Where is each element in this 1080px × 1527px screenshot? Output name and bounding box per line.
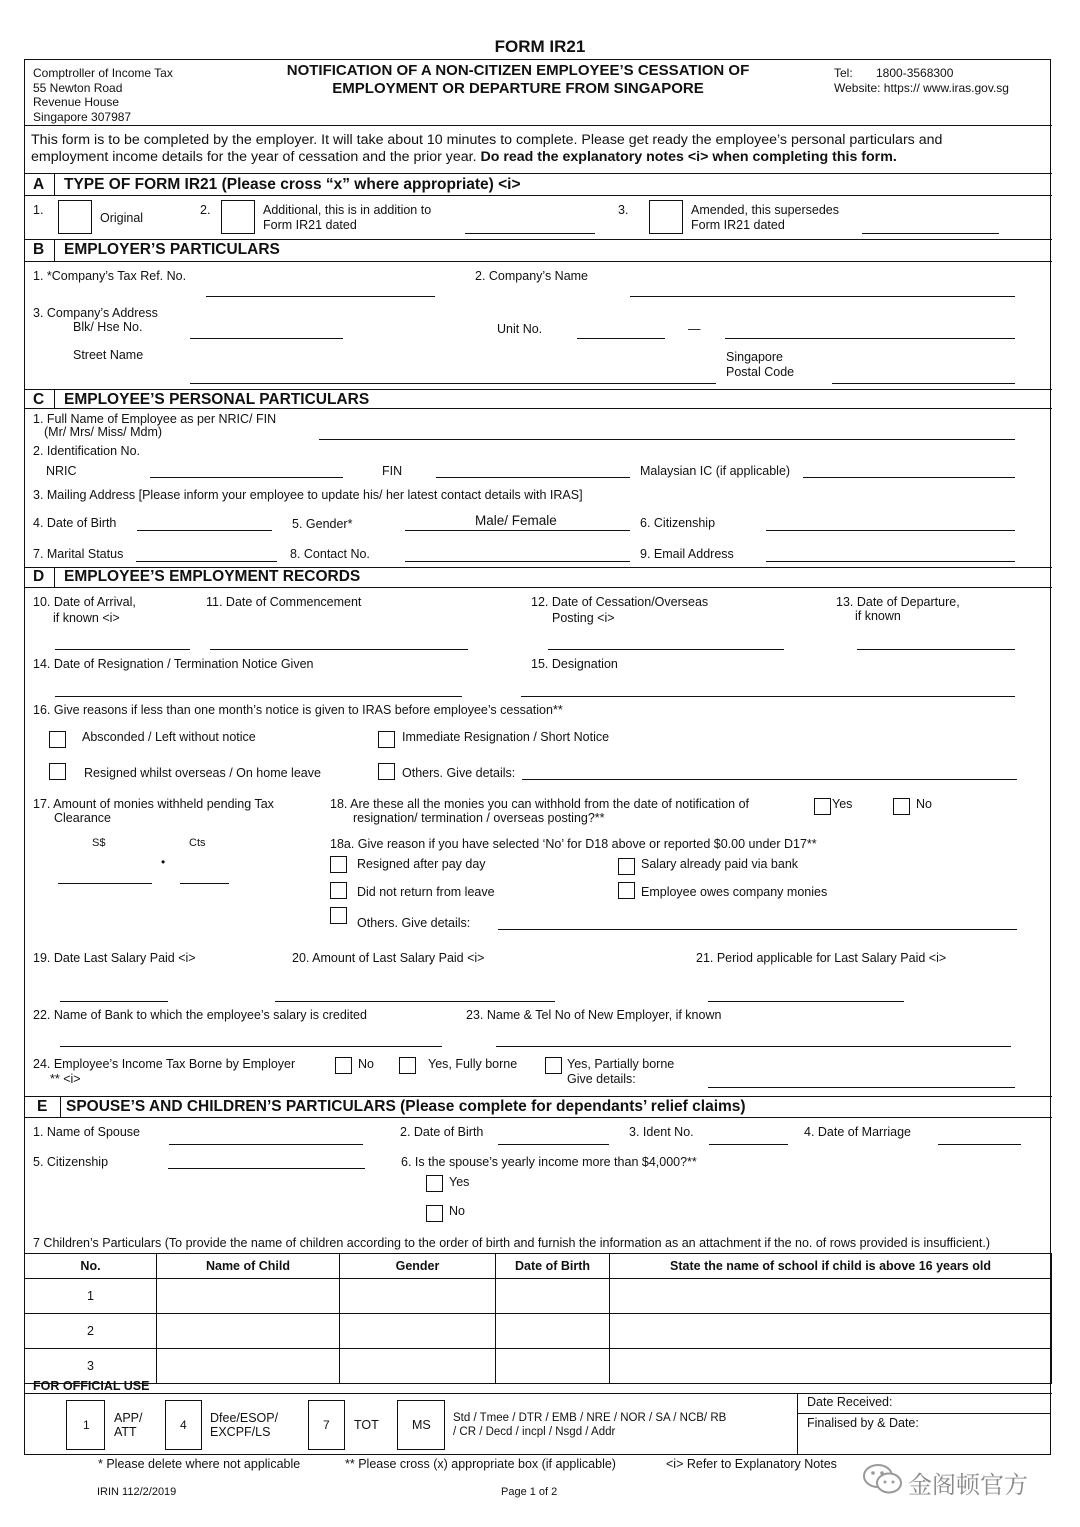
- immediate-resignation-checkbox[interactable]: [378, 731, 395, 748]
- decimal-point: •: [161, 855, 166, 869]
- column-header: State the name of school if child is above 16 years old: [610, 1254, 1052, 1279]
- did-not-return-label: Did not return from leave: [357, 885, 495, 899]
- unit-field-2[interactable]: [725, 338, 1015, 339]
- divider: [54, 389, 55, 408]
- resignation-field[interactable]: [55, 696, 462, 697]
- official-box-1-label: APP/: [114, 1411, 143, 1425]
- gender-label: 5. Gender*: [292, 517, 353, 531]
- form-heading: [240, 62, 796, 98]
- official-box-4-label: EXCPF/LS: [210, 1425, 271, 1439]
- heading-line: EMPLOYMENT OR DEPARTURE FROM SINGAPORE: [332, 80, 704, 97]
- spouse-ident-label: 3. Ident No.: [629, 1125, 694, 1139]
- period-field[interactable]: [708, 1001, 904, 1002]
- wechat-icon: [862, 1462, 904, 1501]
- cessation-field[interactable]: [548, 649, 784, 650]
- departure-label: if known: [855, 609, 901, 623]
- contact-no-field[interactable]: [405, 561, 630, 562]
- malaysian-ic-field[interactable]: [803, 477, 1015, 478]
- owes-company-label: Employee owes company monies: [641, 885, 828, 899]
- intro-text: employment income details for the year of cessation and the prior year.: [31, 149, 477, 165]
- official-box-1-label: ATT: [114, 1425, 137, 1439]
- arrival-label: if known <i>: [53, 611, 120, 625]
- spouse-dob-field[interactable]: [498, 1144, 609, 1145]
- q18-yes-checkbox[interactable]: [814, 798, 831, 815]
- company-name-field[interactable]: [630, 296, 1015, 297]
- spouse-name-field[interactable]: [169, 1144, 363, 1145]
- citizenship-field[interactable]: [766, 530, 1015, 531]
- salary-paid-bank-label: Salary already paid via bank: [641, 857, 799, 871]
- additional-checkbox[interactable]: [221, 200, 255, 234]
- divider: [54, 567, 55, 587]
- new-employer-field[interactable]: [496, 1046, 1011, 1047]
- fin-label: FIN: [382, 464, 403, 478]
- sgd-label: S$: [92, 837, 106, 849]
- divider: [797, 1393, 798, 1455]
- form-title: FORM IR21: [494, 37, 586, 56]
- spouse-income-no-checkbox[interactable]: [426, 1205, 443, 1222]
- salary-paid-bank-checkbox[interactable]: [618, 858, 635, 875]
- child-name-cell[interactable]: [157, 1279, 340, 1314]
- reason-others-checkbox[interactable]: [330, 907, 347, 924]
- full-name-field[interactable]: [319, 439, 1015, 440]
- arrival-label: 10. Date of Arrival,: [33, 595, 136, 609]
- immediate-resignation-label: Immediate Resignation / Short Notice: [402, 730, 610, 744]
- child-dob-cell[interactable]: [496, 1314, 610, 1349]
- option-number: 3.: [618, 203, 629, 217]
- intro-bold-text: Do read the explanatory notes <i> when completing this form.: [480, 149, 897, 165]
- section-e-letter: E: [37, 1098, 48, 1115]
- resigned-after-payday-label: Resigned after pay day: [357, 857, 486, 871]
- row-number: 1: [25, 1279, 157, 1314]
- child-school-cell[interactable]: [610, 1279, 1052, 1314]
- cts-label: Cts: [189, 837, 206, 849]
- blk-field[interactable]: [190, 338, 343, 339]
- child-dob-cell[interactable]: [496, 1279, 610, 1314]
- spouse-name-label: 1. Name of Spouse: [33, 1125, 141, 1139]
- tax-borne-label: ** <i>: [50, 1072, 81, 1086]
- heading-line: NOTIFICATION OF A NON-CITIZEN EMPLOYEE’S CESSATION OF: [286, 62, 750, 79]
- resigned-overseas-label: Resigned whilst overseas / On home leave: [84, 766, 321, 780]
- table-row: [25, 1314, 1052, 1349]
- column-header: Name of Child: [157, 1254, 340, 1279]
- official-box-ms-label: MS: [412, 1418, 431, 1432]
- spouse-income-label: 6. Is the spouse’s yearly income more than $4,000?**: [401, 1155, 697, 1169]
- official-codes: / CR / Decd / incpl / Nsgd / Addr: [453, 1426, 616, 1438]
- designation-label: 15. Designation: [531, 657, 618, 671]
- departure-field[interactable]: [857, 649, 1015, 650]
- amended-date-label: Form IR21 dated: [691, 218, 785, 232]
- cross-note: ** Please cross (x) appropriate box (if applicable): [345, 1457, 616, 1471]
- tax-ref-label: 1. *Company’s Tax Ref. No.: [33, 269, 187, 283]
- address-line: 55 Newton Road: [33, 80, 123, 95]
- commencement-label: 11. Date of Commencement: [206, 595, 362, 609]
- marriage-date-field[interactable]: [938, 1144, 1021, 1145]
- divider: [797, 1413, 1051, 1414]
- tax-borne-no-label: No: [358, 1057, 374, 1071]
- street-label: Street Name: [73, 348, 144, 362]
- departure-label: 13. Date of Departure,: [836, 595, 960, 609]
- divider: [54, 173, 55, 195]
- cts-field[interactable]: [180, 883, 229, 884]
- option-number: 2.: [200, 203, 211, 217]
- child-school-cell[interactable]: [610, 1314, 1052, 1349]
- tax-fully-borne-label: Yes, Fully borne: [428, 1057, 518, 1071]
- child-name-cell[interactable]: [157, 1314, 340, 1349]
- section-e-title: SPOUSE’S AND CHILDREN’S PARTICULARS (Please complete for dependants’ relief claims): [66, 1098, 746, 1115]
- cessation-label: 12. Date of Cessation/Overseas: [531, 595, 709, 609]
- address-line: Singapore 307987: [33, 109, 132, 124]
- row-number: 3: [25, 1349, 157, 1384]
- section-d-letter: D: [33, 568, 45, 585]
- divider: [24, 408, 1052, 409]
- divider: [24, 125, 1052, 126]
- owes-company-checkbox[interactable]: [618, 882, 635, 899]
- section-b-letter: B: [33, 241, 45, 258]
- divider: [24, 1393, 1052, 1394]
- gender-field[interactable]: [405, 530, 630, 531]
- malaysian-ic-label: Malaysian IC (if applicable): [640, 464, 791, 478]
- official-box-7-label: TOT: [354, 1418, 379, 1432]
- tel-value: 1800-3568300: [876, 66, 954, 80]
- cessation-label: Posting <i>: [552, 611, 615, 625]
- spouse-dob-label: 2. Date of Birth: [400, 1125, 484, 1139]
- reason-others-field[interactable]: [498, 929, 1017, 930]
- others-details-field[interactable]: [522, 779, 1017, 780]
- q18-no-label: No: [916, 797, 932, 811]
- gender-value: Male/ Female: [475, 513, 557, 528]
- address-line: Revenue House: [33, 95, 120, 110]
- form-code: IRIN 112/2/2019: [97, 1486, 177, 1498]
- last-salary-date-label: 19. Date Last Salary Paid <i>: [33, 951, 196, 965]
- nric-label: NRIC: [46, 464, 77, 478]
- last-salary-amount-field[interactable]: [275, 1001, 555, 1002]
- official-box-4-number: 4: [180, 1418, 187, 1432]
- q18-label: resignation/ termination / overseas posting?**: [353, 811, 605, 825]
- official-use-title: FOR OFFICIAL USE: [33, 1379, 150, 1393]
- last-salary-amount-label: 20. Amount of Last Salary Paid <i>: [292, 951, 485, 965]
- monies-withheld-label: Clearance: [54, 811, 111, 825]
- absconded-checkbox[interactable]: [49, 731, 66, 748]
- mailing-address-label: 3. Mailing Address [Please inform your employee to update his/ her latest contact details with IRAS]: [33, 488, 583, 502]
- child-name-cell[interactable]: [157, 1349, 340, 1384]
- delete-note: * Please delete where not applicable: [98, 1457, 301, 1471]
- resigned-overseas-checkbox[interactable]: [49, 763, 66, 780]
- official-box-7-number: 7: [323, 1418, 330, 1432]
- designation-field[interactable]: [521, 696, 1015, 697]
- official-box-4-label: Dfee/ESOP/: [210, 1411, 279, 1425]
- postal-field[interactable]: [832, 383, 1015, 384]
- intro-line-2: [31, 149, 897, 165]
- absconded-label: Absconded / Left without notice: [82, 730, 256, 744]
- child-school-cell[interactable]: [610, 1349, 1052, 1384]
- address-line: Comptroller of Income Tax: [33, 66, 173, 80]
- child-gender-cell[interactable]: [340, 1314, 496, 1349]
- divider: [24, 1117, 1052, 1118]
- additional-date-label: Form IR21 dated: [263, 218, 357, 232]
- tax-partially-borne-checkbox[interactable]: [545, 1057, 562, 1074]
- email-field[interactable]: [766, 561, 1015, 562]
- additional-label: Additional, this is in addition to: [263, 203, 432, 217]
- q18a-label: 18a. Give reason if you have selected ‘No’ for D18 above or reported $0.00 under D17**: [330, 837, 817, 851]
- section-c-title: EMPLOYEE’S PERSONAL PARTICULARS: [64, 391, 370, 408]
- original-checkbox[interactable]: [58, 200, 92, 234]
- email-label: 9. Email Address: [640, 547, 734, 561]
- column-header: No.: [25, 1254, 157, 1279]
- reasons-label: 16. Give reasons if less than one month’s notice is given to IRAS before employee’s cessation**: [33, 703, 563, 717]
- q18-yes-label: Yes: [832, 797, 853, 811]
- contact-no-label: 8. Contact No.: [290, 547, 370, 561]
- spouse-income-yes-checkbox[interactable]: [426, 1175, 443, 1192]
- period-label: 21. Period applicable for Last Salary Paid <i>: [696, 951, 947, 965]
- tax-partially-borne-details-label: Give details:: [567, 1072, 636, 1086]
- date-received-label: Date Received:: [807, 1395, 893, 1409]
- child-dob-cell[interactable]: [496, 1349, 610, 1384]
- tel-label: Tel:: [834, 66, 853, 80]
- nric-field[interactable]: [150, 477, 343, 478]
- postal-label: Singapore: [726, 350, 783, 364]
- divider: [24, 239, 1052, 240]
- tax-partially-borne-label: Yes, Partially borne: [567, 1057, 675, 1071]
- column-header: Date of Birth: [496, 1254, 610, 1279]
- bank-field[interactable]: [60, 1046, 442, 1047]
- divider: [24, 587, 1052, 588]
- q18-label: 18. Are these all the monies you can withhold from the date of notification of: [330, 797, 750, 811]
- tax-partially-borne-field[interactable]: [708, 1087, 1015, 1088]
- column-header: Gender: [340, 1254, 496, 1279]
- iras-address: [33, 66, 173, 124]
- resignation-label: 14. Date of Resignation / Termination Notice Given: [33, 657, 314, 671]
- amended-date-field[interactable]: [862, 233, 999, 234]
- children-table: [24, 1253, 1052, 1384]
- section-a-title: TYPE OF FORM IR21 (Please cross “x” where appropriate) <i>: [64, 176, 521, 193]
- website: Website: https:// www.iras.gov.sg: [834, 81, 1009, 95]
- tax-borne-label: 24. Employee’s Income Tax Borne by Employer: [33, 1057, 296, 1071]
- watermark: 金阁顿官方: [908, 1471, 1028, 1499]
- intro-line-1: This form is to be completed by the employer. It will take about 10 minutes to complete. Please get ready the employee’s personal particulars and: [31, 132, 943, 148]
- postal-label: Postal Code: [726, 365, 795, 379]
- marriage-date-label: 4. Date of Marriage: [804, 1125, 911, 1139]
- amended-label: Amended, this supersedes: [691, 203, 840, 217]
- last-salary-date-field[interactable]: [60, 1001, 168, 1002]
- company-address-label: 3. Company’s Address: [33, 306, 158, 320]
- spouse-ident-field[interactable]: [709, 1144, 788, 1145]
- ident-label: 2. Identification No.: [33, 444, 141, 458]
- divider: [24, 195, 1052, 196]
- option-number: 1.: [33, 203, 44, 217]
- marital-status-label: 7. Marital Status: [33, 547, 124, 561]
- tax-ref-field[interactable]: [206, 296, 435, 297]
- divider: [24, 389, 1052, 390]
- table-row: [25, 1349, 1052, 1384]
- additional-date-field[interactable]: [465, 233, 595, 234]
- children-particulars-label: 7 Children’s Particulars (To provide the name of children according to the order of birth and furnish the information as an attachment if the no. of rows provided is insufficient.): [33, 1236, 990, 1250]
- fin-field[interactable]: [436, 477, 630, 478]
- official-codes: Std / Tmee / DTR / EMB / NRE / NOR / SA / NCB/ RB: [453, 1412, 727, 1424]
- full-name-salutation: (Mr/ Mrs/ Miss/ Mdm): [44, 425, 163, 439]
- tax-borne-no-checkbox[interactable]: [335, 1057, 352, 1074]
- spouse-income-no-label: No: [449, 1204, 465, 1218]
- others-checkbox[interactable]: [378, 763, 395, 780]
- blk-label: Blk/ Hse No.: [73, 320, 143, 334]
- arrival-field[interactable]: [55, 649, 190, 650]
- finalised-label: Finalised by & Date:: [807, 1416, 919, 1430]
- monies-withheld-label: 17. Amount of monies withheld pending Tax: [33, 797, 274, 811]
- section-b-title: EMPLOYER’S PARTICULARS: [64, 241, 280, 258]
- section-d-title: EMPLOYEE’S EMPLOYMENT RECORDS: [64, 568, 361, 585]
- section-c-letter: C: [33, 391, 45, 408]
- new-employer-label: 23. Name & Tel No of New Employer, if known: [466, 1008, 722, 1022]
- page-number: Page 1 of 2: [501, 1486, 558, 1498]
- original-label: Original: [100, 211, 144, 225]
- dob-field[interactable]: [137, 530, 272, 531]
- divider: [24, 261, 1052, 262]
- amended-checkbox[interactable]: [649, 200, 683, 234]
- commencement-field[interactable]: [210, 649, 468, 650]
- child-gender-cell[interactable]: [340, 1349, 496, 1384]
- divider: [54, 239, 55, 261]
- section-a-letter: A: [33, 176, 45, 193]
- sgd-field[interactable]: [58, 883, 152, 884]
- divider: [24, 173, 1052, 174]
- street-field[interactable]: [190, 383, 716, 384]
- unit-label: Unit No.: [497, 322, 543, 336]
- unit-dash: —: [688, 322, 701, 336]
- unit-field-1[interactable]: [577, 338, 665, 339]
- table-header-row: [25, 1254, 1052, 1279]
- citizenship-label: 6. Citizenship: [640, 516, 716, 530]
- divider: [24, 1096, 1052, 1097]
- divider: [60, 1096, 61, 1117]
- dob-label: 4. Date of Birth: [33, 516, 117, 530]
- spouse-citizenship-field[interactable]: [168, 1168, 365, 1169]
- official-box-1-number: 1: [83, 1418, 90, 1432]
- refer-note: <i> Refer to Explanatory Notes: [666, 1457, 837, 1471]
- reason-others-label: Others. Give details:: [357, 916, 471, 930]
- marital-status-field[interactable]: [136, 561, 277, 562]
- company-name-label: 2. Company’s Name: [475, 269, 589, 283]
- bank-label: 22. Name of Bank to which the employee’s salary is credited: [33, 1008, 367, 1022]
- others-label: Others. Give details:: [402, 766, 516, 780]
- did-not-return-checkbox[interactable]: [330, 882, 347, 899]
- resigned-after-payday-checkbox[interactable]: [330, 856, 347, 873]
- full-name-label: 1. Full Name of Employee as per NRIC/ FIN: [33, 412, 277, 426]
- row-number: 2: [25, 1314, 157, 1349]
- q18-no-checkbox[interactable]: [893, 798, 910, 815]
- tax-fully-borne-checkbox[interactable]: [399, 1057, 416, 1074]
- spouse-income-yes-label: Yes: [449, 1175, 470, 1189]
- child-gender-cell[interactable]: [340, 1279, 496, 1314]
- table-row: [25, 1279, 1052, 1314]
- spouse-citizenship-label: 5. Citizenship: [33, 1155, 109, 1169]
